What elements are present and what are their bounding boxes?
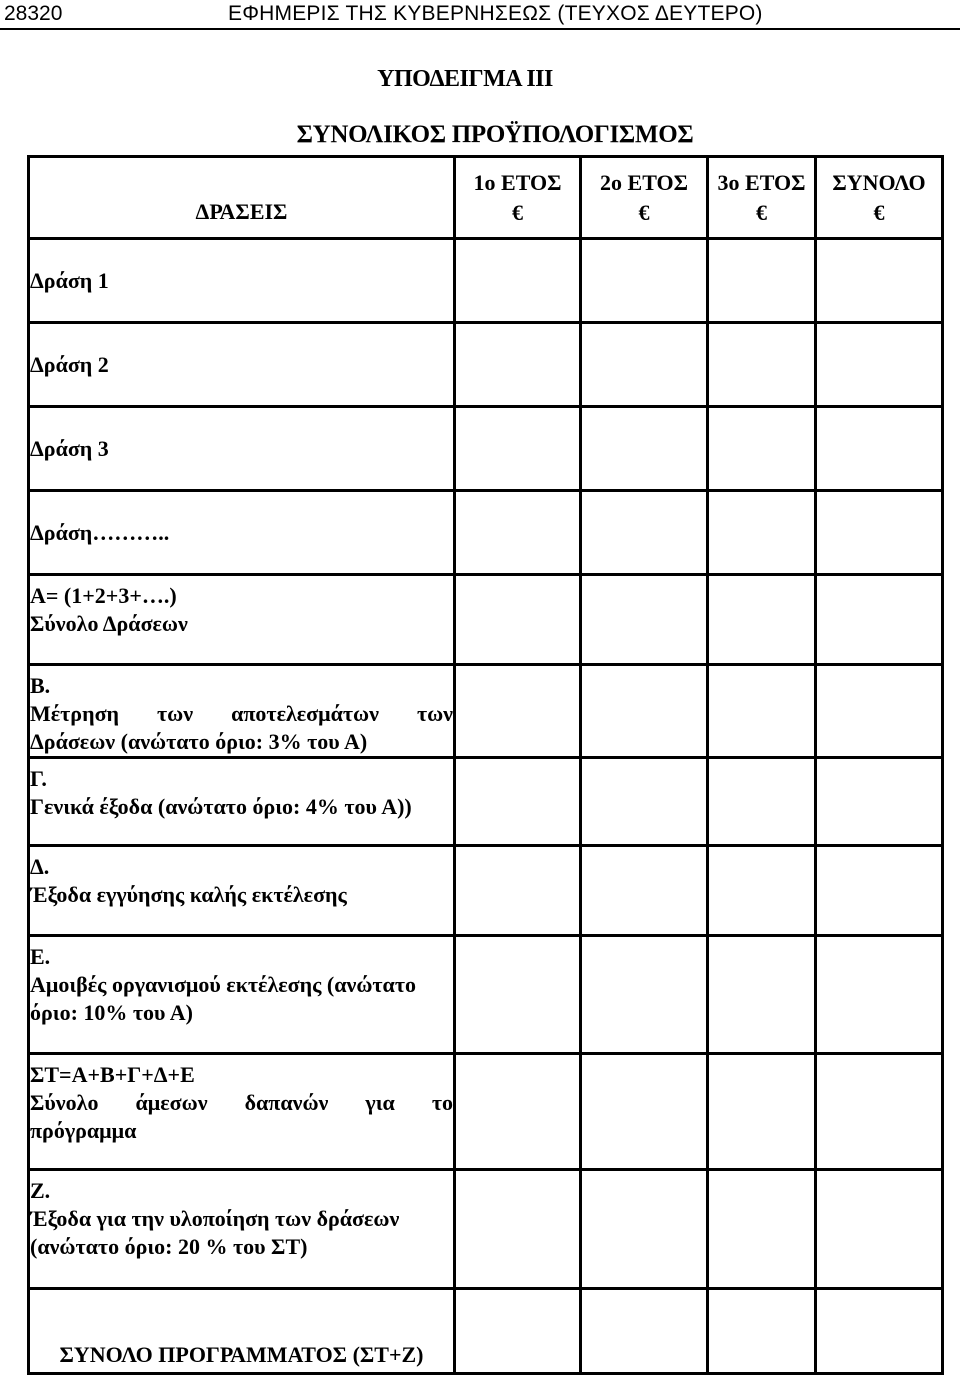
- header-year-2-currency: €: [638, 199, 650, 225]
- row-e-code: Ε.: [30, 944, 51, 969]
- row-st-line-2: πρόγραμμα: [30, 1118, 137, 1143]
- table-row: [29, 575, 943, 665]
- running-head: ΕΦΗΜΕΡΙΣ ΤΗΣ ΚΥΒΕΡΝΗΣΕΩΣ (ΤΕΥΧΟΣ ΔΕΥΤΕΡΟ): [228, 2, 763, 25]
- row-a-text: Σύνολο Δράσεων: [30, 611, 188, 636]
- action-1-total[interactable]: [816, 239, 943, 323]
- row-b-label: [29, 665, 455, 758]
- table-row: [29, 846, 943, 936]
- row-d-line-1: Έξοδα εγγύησης καλής εκτέλεσης: [30, 882, 347, 907]
- table-row: [29, 665, 943, 758]
- action-2-year-3[interactable]: [708, 323, 816, 407]
- row-b-year-3[interactable]: [708, 665, 816, 758]
- row-d-year-1[interactable]: [455, 846, 581, 936]
- program-total-line-2: (ΣΤ+Ζ): [352, 1342, 424, 1367]
- action-1-year-1[interactable]: [455, 239, 581, 323]
- row-b-total[interactable]: [816, 665, 943, 758]
- table-row: [29, 936, 943, 1054]
- action-n-label: Δράση………..: [29, 491, 455, 575]
- action-1-year-2[interactable]: [581, 239, 708, 323]
- budget-table: [27, 155, 944, 1375]
- action-n-total[interactable]: [816, 491, 943, 575]
- row-e-line-2: όριο: 10% του Α): [30, 1000, 193, 1025]
- row-st-formula: ΣΤ=Α+Β+Γ+Δ+Ε: [30, 1062, 195, 1087]
- row-e-year-1[interactable]: [455, 936, 581, 1054]
- row-st-line-1: Σύνολο άμεσων δαπανών για το: [30, 1090, 453, 1115]
- program-total-label: [29, 1289, 455, 1374]
- action-2-label: Δράση 2: [29, 323, 455, 407]
- action-n-year-1[interactable]: [455, 491, 581, 575]
- action-2-year-2[interactable]: [581, 323, 708, 407]
- row-g-label: [29, 758, 455, 846]
- row-d-label: [29, 846, 455, 936]
- table-row: [29, 1054, 943, 1170]
- table-row: [29, 323, 943, 407]
- row-a-year-3[interactable]: [708, 575, 816, 665]
- row-e-line-1: Αμοιβές οργανισμού εκτέλεσης (ανώτατο: [30, 972, 416, 997]
- document-subtitle: ΣΥΝΟΛΙΚΟΣ ΠΡΟΫΠΟΛΟΓΙΣΜΟΣ: [296, 121, 694, 148]
- row-z-year-1[interactable]: [455, 1170, 581, 1289]
- table-row: [29, 239, 943, 323]
- row-b-code: Β.: [30, 673, 51, 698]
- action-3-year-1[interactable]: [455, 407, 581, 491]
- table-row: [29, 1289, 943, 1374]
- action-3-year-3[interactable]: [708, 407, 816, 491]
- row-d-year-2[interactable]: [581, 846, 708, 936]
- row-z-total[interactable]: [816, 1170, 943, 1289]
- program-total-year-2[interactable]: [581, 1289, 708, 1374]
- row-z-line-2: (ανώτατο όριο: 20 % του ΣΤ): [30, 1234, 308, 1259]
- row-g-year-2[interactable]: [581, 758, 708, 846]
- row-b-year-2[interactable]: [581, 665, 708, 758]
- action-3-label: Δράση 3: [29, 407, 455, 491]
- header-year-1-label: 1ο ΕΤΟΣ: [473, 169, 562, 195]
- page-number: 28320: [4, 2, 63, 25]
- header-year-3-label: 3ο ΕΤΟΣ: [717, 169, 806, 195]
- header-year-3: [708, 157, 816, 239]
- row-g-total[interactable]: [816, 758, 943, 846]
- row-a-label: [29, 575, 455, 665]
- header-year-1-currency: €: [512, 199, 523, 225]
- table-row: [29, 758, 943, 846]
- action-n-year-2[interactable]: [581, 491, 708, 575]
- row-z-year-2[interactable]: [581, 1170, 708, 1289]
- header-total: [816, 157, 943, 239]
- row-z-code: Ζ.: [30, 1178, 51, 1203]
- table-row: [29, 1170, 943, 1289]
- program-total-total[interactable]: [816, 1289, 943, 1374]
- action-1-year-3[interactable]: [708, 239, 816, 323]
- header-year-1: [455, 157, 581, 239]
- header-total-label: ΣΥΝΟΛΟ: [832, 169, 926, 195]
- header-rule: [0, 28, 960, 30]
- row-g-code: Γ.: [30, 766, 47, 791]
- row-b-year-1[interactable]: [455, 665, 581, 758]
- row-st-label: [29, 1054, 455, 1170]
- program-total-year-1[interactable]: [455, 1289, 581, 1374]
- row-st-total[interactable]: [816, 1054, 943, 1170]
- row-g-year-3[interactable]: [708, 758, 816, 846]
- row-st-year-1[interactable]: [455, 1054, 581, 1170]
- row-a-year-2[interactable]: [581, 575, 708, 665]
- row-d-code: Δ.: [30, 854, 50, 879]
- row-d-year-3[interactable]: [708, 846, 816, 936]
- action-2-year-1[interactable]: [455, 323, 581, 407]
- header-actions: ΔΡΑΣΕΙΣ: [29, 157, 455, 239]
- action-2-total[interactable]: [816, 323, 943, 407]
- action-3-total[interactable]: [816, 407, 943, 491]
- action-n-year-3[interactable]: [708, 491, 816, 575]
- header-total-currency: €: [873, 199, 885, 225]
- row-a-formula: Α= (1+2+3+….): [30, 583, 177, 608]
- document-title: ΥΠΟΔΕΙΓΜΑ ΙΙΙ: [377, 66, 553, 92]
- row-st-year-3[interactable]: [708, 1054, 816, 1170]
- row-z-label: [29, 1170, 455, 1289]
- row-e-label: [29, 936, 455, 1054]
- action-3-year-2[interactable]: [581, 407, 708, 491]
- header-year-2: [581, 157, 708, 239]
- row-st-year-2[interactable]: [581, 1054, 708, 1170]
- action-1-label: Δράση 1: [29, 239, 455, 323]
- table-header-row: [29, 157, 943, 239]
- row-e-year-3[interactable]: [708, 936, 816, 1054]
- row-e-total[interactable]: [816, 936, 943, 1054]
- row-b-line-1: Μέτρηση των αποτελεσμάτων των: [30, 701, 453, 726]
- row-z-year-3[interactable]: [708, 1170, 816, 1289]
- table-row: [29, 491, 943, 575]
- row-g-line-1: Γενικά έξοδα (ανώτατο όριο: 4% του Α)): [30, 794, 412, 819]
- header-year-2-label: 2ο ΕΤΟΣ: [600, 169, 688, 195]
- program-total-line-1: ΣΥΝΟΛΟ ΠΡΟΓΡΑΜΜΑΤΟΣ: [59, 1342, 348, 1367]
- row-d-total[interactable]: [816, 846, 943, 936]
- row-e-year-2[interactable]: [581, 936, 708, 1054]
- header-year-3-currency: €: [756, 199, 767, 225]
- page-header: [0, 0, 960, 30]
- row-a-total[interactable]: [816, 575, 943, 665]
- row-g-year-1[interactable]: [455, 758, 581, 846]
- row-a-year-1[interactable]: [455, 575, 581, 665]
- table-row: [29, 407, 943, 491]
- row-b-line-2: Δράσεων (ανώτατο όριο: 3% του Α): [30, 729, 368, 754]
- row-z-line-1: Έξοδα για την υλοποίηση των δράσεων: [30, 1206, 400, 1231]
- program-total-year-3[interactable]: [708, 1289, 816, 1374]
